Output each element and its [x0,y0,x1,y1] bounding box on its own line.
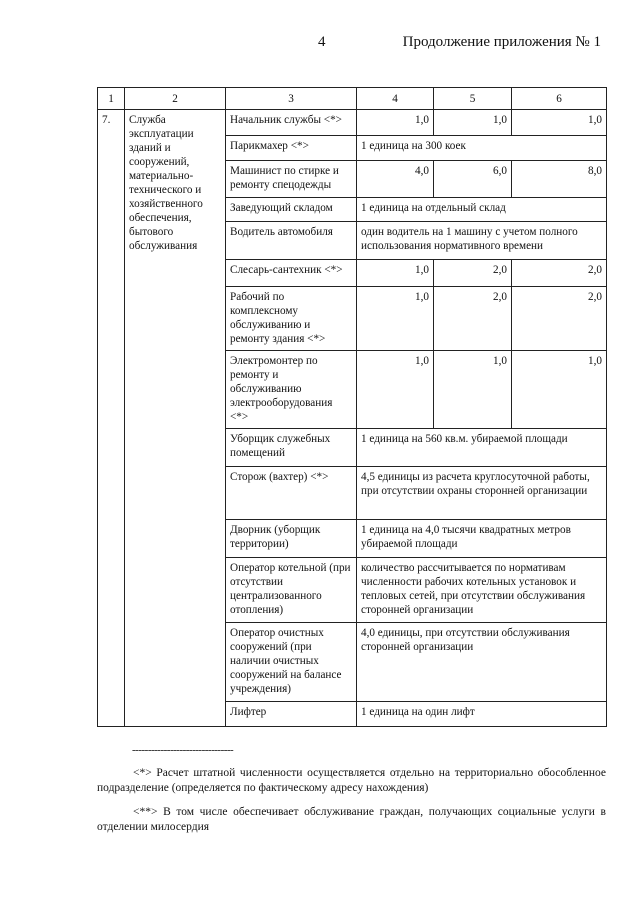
continuation-title: Продолжение приложения № 1 [402,34,601,50]
value-cell: 1,0 [357,260,434,287]
column-header: 2 [125,88,226,110]
table-header-row [98,88,607,110]
value-cell: 8,0 [512,161,607,198]
value-cell: 1,0 [434,110,512,136]
position-cell: Машинист по стирке и ремонту спецодежды [226,161,357,198]
value-cell: 1,0 [512,110,607,136]
group-number: 7. [98,110,125,727]
position-cell: Водитель автомобиля [226,222,357,260]
note-cell: количество рассчитывается по нормативам численности рабочих котельных установок и тепловых сетей, при отсутствии обслуживания сторонней организации [357,558,607,623]
value-cell: 2,0 [434,287,512,351]
position-cell: Заведующий складом [226,198,357,222]
value-cell: 1,0 [357,351,434,429]
value-cell: 1,0 [357,110,434,136]
position-cell: Лифтер [226,702,357,727]
position-cell: Уборщик служебных помещений [226,429,357,467]
column-header: 1 [98,88,125,110]
note-cell: 1 единица на 300 коек [357,136,607,161]
note-cell: 4,5 единицы из расчета круглосуточной работы, при отсутствии охраны сторонней организации [357,467,607,520]
staff-table [97,87,607,727]
position-cell: Парикмахер <*> [226,136,357,161]
value-cell: 2,0 [512,287,607,351]
table-row [98,110,607,136]
note-cell: 1 единица на отдельный склад [357,198,607,222]
position-cell: Начальник службы <*> [226,110,357,136]
value-cell: 1,0 [434,351,512,429]
value-cell: 2,0 [434,260,512,287]
position-cell: Сторож (вахтер) <*> [226,467,357,520]
note-cell: 1 единица на 4,0 тысячи квадратных метров убираемой площади [357,520,607,558]
value-cell: 4,0 [357,161,434,198]
column-header: 4 [357,88,434,110]
position-cell: Оператор котельной (при отсутствии централизованного отопления) [226,558,357,623]
position-cell: Рабочий по комплексному обслуживанию и ремонту здания <*> [226,287,357,351]
footnote-1: <*> Расчет штатной численности осуществляется отдельно на территориально обособленное подразделение (определяется по фактическому адресу нахождения) [97,767,606,794]
note-cell: 1 единица на 560 кв.м. убираемой площади [357,429,607,467]
note-cell: 1 единица на один лифт [357,702,607,727]
page-number: 4 [318,34,326,50]
position-cell: Электромонтер по ремонту и обслуживанию электрооборудования <*> [226,351,357,429]
value-cell: 6,0 [434,161,512,198]
note-cell: один водитель на 1 машину с учетом полного использования нормативного времени [357,222,607,260]
position-cell: Дворник (уборщик территории) [226,520,357,558]
position-cell: Слесарь-сантехник <*> [226,260,357,287]
value-cell: 1,0 [357,287,434,351]
value-cell: 1,0 [512,351,607,429]
footnote-separator: -------------------------------- [132,744,234,756]
note-cell: 4,0 единицы, при отсутствии обслуживания сторонней организации [357,623,607,702]
group-name: Служба эксплуатации зданий и сооружений, материально-технического и хозяйственного обеспечения, бытового обслуживания [125,110,226,727]
value-cell: 2,0 [512,260,607,287]
column-header: 3 [226,88,357,110]
column-header: 6 [512,88,607,110]
footnote-2: <**> В том числе обеспечивает обслуживание граждан, получающих социальные услуги в отделении милосердия [97,806,606,833]
position-cell: Оператор очистных сооружений (при наличии очистных сооружений на балансе учреждения) [226,623,357,702]
column-header: 5 [434,88,512,110]
